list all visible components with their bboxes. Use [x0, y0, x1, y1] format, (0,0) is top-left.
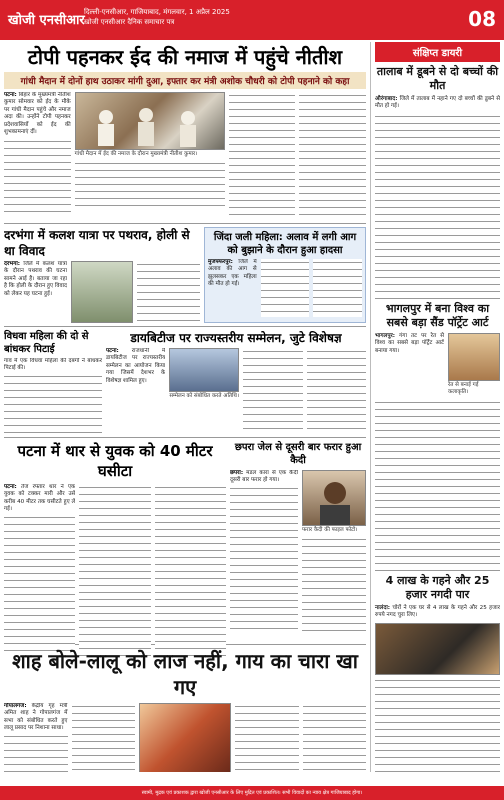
text-lines — [4, 733, 68, 772]
story5-dateline: पटना: — [106, 348, 119, 354]
text-lines — [375, 677, 500, 772]
story7-body-row — [230, 470, 366, 652]
text-lines — [79, 484, 150, 656]
lead-body-col1 — [4, 92, 71, 220]
text-lines — [4, 373, 102, 433]
story6 — [4, 441, 226, 641]
masthead-tagline: खोजी एनसीआर दैनिक समाचार पत्र — [84, 18, 175, 26]
story7-caption: फरार कैदी की फाइल फोटो। — [302, 527, 358, 533]
story3-col2 — [261, 259, 310, 317]
third-row — [4, 330, 366, 434]
lead-photo-block — [75, 92, 225, 220]
story2 — [4, 227, 200, 323]
page-number: 08 — [468, 7, 496, 31]
story5-headline: डायबिटीज पर राज्यस्तरीय सम्मेलन, जुटे विशेषज्ञ — [130, 331, 342, 345]
lead-kicker: गांधी मैदान में दोनों हाथ उठाकर मांगी दुआ, इफ्तार कर मंत्री अशोक चौधरी को टोपी पहनाने को कहा — [4, 72, 366, 89]
story5-photo-block — [169, 348, 239, 432]
story5-body — [106, 348, 165, 432]
bottom-body — [4, 703, 68, 772]
second-row — [4, 227, 366, 323]
story6-body-row — [4, 484, 226, 656]
story2-body — [4, 261, 67, 323]
divider — [4, 326, 366, 327]
sidebar-story3-body — [375, 605, 500, 620]
lead-body: बिहार के मुख्यमंत्री नीतीश कुमार सोमवार को ईद के मौके पर गांधी मैदान पहुंचे और नमाज अदा की। उन्होंने टोपी पहनकर प्रदेशवासियों को ईद की शुभकामनाएं दीं। — [4, 92, 71, 136]
lead-caption: गांधी मैदान में ईद की नमाज के दौरान मुख्यमंत्री नीतीश कुमार। — [74, 151, 198, 157]
sidebar-story1-dateline: औरंगाबाद: — [375, 96, 398, 102]
story5-col3 — [243, 348, 302, 432]
sidebar-story1-headline: तालाब में डूबने से दो बच्चों की मौत — [376, 65, 499, 92]
text-lines — [375, 113, 500, 295]
masthead-meta — [84, 7, 230, 27]
story2-headline: दरभंगा में कलश यात्रा पर पथराव, होली से था विवाद — [4, 228, 190, 258]
divider — [375, 570, 500, 571]
bottom-col2 — [72, 703, 136, 772]
text-lines — [299, 92, 366, 220]
sidebar-story2-dateline: भागलपुर: — [375, 332, 396, 339]
story5-text: राजधानी में डायबिटीज पर राज्यस्तरीय सम्मेलन का आयोजन किया गया जिसमें देशभर के विशेषज्ञ शामिल हुए। — [106, 348, 166, 384]
story2-body-row — [4, 261, 200, 323]
text-lines — [4, 138, 71, 218]
lead-story — [4, 92, 366, 220]
bottom-photo — [139, 703, 231, 772]
story5-photo — [169, 348, 239, 392]
sidebar-story3-headline: 4 लाख के गहने और 25 हजार नगदी पार — [385, 573, 490, 601]
masthead — [0, 0, 504, 40]
divider — [4, 437, 366, 438]
sidebar-story2-headline: भागलपुर में बना विश्व का सबसे बड़ा सैंड पॉर्ट्रेट आर्ट — [385, 301, 490, 329]
story5-col4 — [307, 348, 366, 432]
sidebar-story2-photo — [448, 333, 500, 381]
text-lines — [303, 703, 367, 772]
text-lines — [72, 703, 136, 772]
text-lines — [243, 348, 302, 432]
bottom-story — [4, 703, 366, 772]
story3-headline: जिंदा जली महिला: अलाव में लगी आग को बुझाने के दौरान हुआ हादसा — [213, 232, 357, 256]
text-lines — [261, 259, 310, 317]
bottom-col5 — [303, 703, 367, 772]
story4-body — [4, 358, 102, 434]
text-lines — [235, 703, 299, 772]
divider — [4, 223, 366, 224]
sidebar-story1-text: जिले में तालाब में नहाने गए दो बच्चों की डूबने से मौत हो गई। — [375, 96, 500, 110]
fourth-row — [4, 441, 366, 641]
story4-headline: विधवा महिला की दो से बांधकर पिटाई — [4, 331, 89, 355]
lead-body-col4 — [299, 92, 366, 220]
main-column — [4, 42, 366, 772]
story3-box — [204, 227, 366, 323]
story5 — [106, 330, 366, 434]
story6-text: तेज रफ्तार थार ने एक युवक को टक्कर मारी और उसे करीब 40 मीटर तक घसीटते हुए ले गई। — [4, 484, 76, 513]
text-lines — [155, 484, 226, 656]
sidebar-story3-dateline: नालंदा: — [375, 604, 391, 611]
story6-dateline: पटना: — [4, 484, 17, 490]
story6-headline: पटना में थार से युवक को 40 मीटर घसीटा — [17, 442, 213, 480]
story6-body — [4, 484, 75, 656]
text-lines — [4, 514, 75, 654]
sidebar-story3-text: चोरों ने एक घर से 4 लाख के गहने और 25 हजार रुपये नगद चुरा लिए। — [375, 604, 500, 619]
story7-text: मंडल कारा से एक कैदी दूसरी बार फरार हो गया। — [230, 470, 298, 484]
story4-text: गांव में एक विधवा महिला की दबंगों ने बांधकर पिटाई की। — [4, 358, 102, 372]
bottom-text: केंद्रीय गृह मंत्री अमित शाह ने गोपालगंज में सभा को संबोधित करते हुए लालू प्रसाद पर निशाना साधा। — [4, 703, 68, 732]
story3-text: जिले में अलाव की आग से झुलसकर एक महिला की मौत हो गई। — [208, 259, 257, 288]
story7-headline: छपरा जेल से दूसरी बार फरार हुआ कैदी — [234, 442, 362, 466]
story6-col3 — [155, 484, 226, 656]
story3-body-row — [208, 259, 362, 317]
person-portrait — [303, 471, 366, 526]
text-lines — [137, 261, 200, 323]
sidebar-story1-body — [375, 96, 500, 295]
story3-body — [208, 259, 257, 317]
story5-caption: सम्मेलन को संबोधित करते अतिथि। — [169, 393, 240, 399]
sidebar-story2-body — [375, 333, 444, 397]
bottom-headline: शाह बोले-लालू को लाज नहीं, गाय का चारा खा गए — [12, 649, 358, 699]
story7 — [230, 441, 366, 641]
story7-photo — [302, 470, 366, 526]
lead-dateline: पटना: — [4, 92, 17, 98]
story3-col3 — [313, 259, 362, 317]
story5-body-row — [106, 348, 366, 432]
sidebar-story2-text: गंगा तट पर रेत से विश्व का सबसे बड़ा पॉर्ट्रेट आर्ट बनाया गया। — [375, 332, 445, 354]
story2-dateline: दरभंगा: — [4, 261, 21, 267]
lead-headline: टोपी पहनकर ईद की नमाज में पहुंचे नीतीश — [27, 45, 343, 69]
sidebar-story2-row — [375, 333, 500, 397]
lead-body-col3 — [229, 92, 296, 220]
masthead-date: दिल्ली-एनसीआर, गाजियाबाद, मंगलवार, 1 अप्रैल 2025 — [84, 8, 230, 16]
crowd-illustration — [76, 93, 225, 150]
bottom-col4 — [235, 703, 299, 772]
text-lines — [229, 92, 296, 220]
footer-imprint: स्वामी, मुद्रक एवं प्रकाशक द्वारा खोजी एनसीआर के लिए मुद्रित एवं प्रकाशित। सभी विवादों का न्याय क्षेत्र गाजियाबाद होगा। — [0, 786, 504, 800]
text-lines — [75, 160, 225, 212]
story7-body — [230, 470, 298, 652]
divider — [375, 298, 500, 299]
story3-dateline: मुजफ्फरपुर: — [208, 259, 233, 265]
newspaper-name: खोजी एनसीआर — [8, 13, 85, 28]
story2-text: जिले में कलश यात्रा के दौरान पथराव की घटना सामने आई है। बताया जा रहा है कि होली के दौरान हुए विवाद को लेकर यह घटना हुई। — [4, 261, 67, 297]
story7-dateline: छपरा: — [230, 470, 244, 476]
lead-photo — [75, 92, 225, 150]
text-lines — [375, 399, 500, 567]
text-lines — [313, 259, 362, 317]
bottom-dateline: गोपालगंज: — [4, 703, 27, 709]
story4 — [4, 330, 102, 434]
story6-col2 — [79, 484, 150, 656]
bottom-photo-block — [139, 703, 231, 772]
sidebar-story3-photo — [375, 623, 500, 675]
text-lines — [302, 536, 366, 636]
sidebar — [370, 42, 500, 772]
sidebar-story2-caption: रेत से बनाई गई कलाकृति। — [448, 381, 479, 395]
text-lines — [307, 348, 366, 432]
text-lines — [230, 485, 298, 635]
story2-col3 — [137, 261, 200, 323]
sidebar-story2-photo-block — [448, 333, 500, 397]
story7-photo-block — [302, 470, 366, 652]
sidebar-section-title: संक्षिप्त डायरी — [375, 42, 500, 62]
story2-photo — [71, 261, 133, 323]
